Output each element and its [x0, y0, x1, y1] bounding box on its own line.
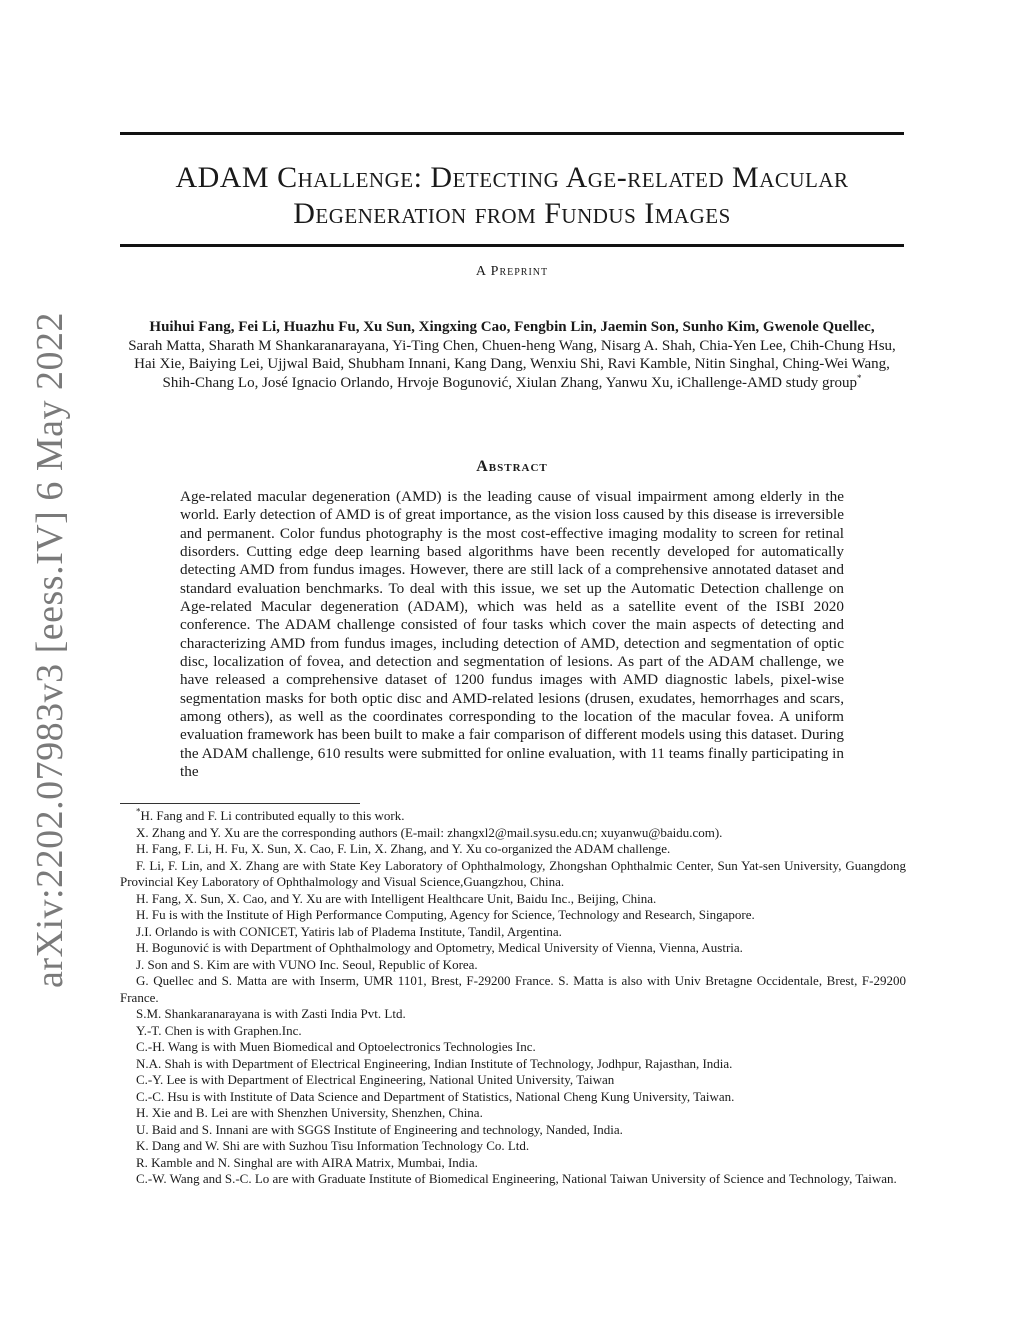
title-top-rule — [120, 132, 904, 135]
footnote-item — [120, 808, 906, 825]
equal-contribution-mark: * — [857, 372, 862, 383]
footnote-item: C.-Y. Lee is with Department of Electrical Engineering, National United University, Taiwan — [136, 1072, 615, 1087]
footnote-item: N.A. Shah is with Department of Electrical Engineering, Indian Institute of Technology, Jodhpur, Rajasthan, India. — [136, 1055, 733, 1071]
abstract-text: Age-related macular degeneration (AMD) is the leading cause of visual impairment among elderly in the world. Early detection of AMD is of great importance, as the vision loss caused by this disease is irreversible and permanent. Color fundus photography is the most cost-effective imaging modality to screen for retinal disorders. Cutting edge deep learning based algorithms have been recently developed for automatically detecting AMD from fundus images. However, there are still lack of a comprehensive annotated dataset and standard evaluation benchmarks. To deal with this issue, we set up the Automatic Detection challenge on Age-related Macular degeneration (ADAM), which was held as a satellite event of the ISBI 2020 conference. The ADAM challenge consisted of four tasks which cover the main aspects of detecting and characterizing AMD from fundus images, including detection of AMD, detection and segmentation of optic disc, localization of fovea, and detection and segmentation of lesions. As part of the ADAM challenge, we have released a comprehensive dataset of 1200 fundus images with AMD diagnostic labels, pixel-wise segmentation masks for both optic disc and AMD-related lesions (drusen, exudates, hemorrhages and scars, among others), as well as the coordinates corresponding to the location of the macular fovea. A uniform evaluation framework has been built to make a fair comparison of different models using this dataset. During the ADAM challenge, 610 results were submitted for online evaluation, with 11 teams finally participating in the — [180, 488, 844, 781]
footnote-item: C.-H. Wang is with Muen Biomedical and Optoelectronics Technologies Inc. — [136, 1039, 536, 1054]
author-line-2: Sarah Matta, Sharath M Shankaranarayana, Yi-Ting Chen, Chuen-heng Wang, Nisarg A. Shah, Chia-Yen Lee, Chih-Chung Hsu, — [128, 337, 896, 354]
footnote-item: C.-W. Wang and S.-C. Lo are with Graduate Institute of Biomedical Engineering, National Taiwan University of Science and Technology, Taiwan. — [136, 1171, 897, 1186]
author-line-3: Hai Xie, Baiying Lei, Ujjwal Baid, Shubham Innani, Kang Dang, Wenxiu Shi, Ravi Kamble, Nitin Singhal, Ching-Wei Wang, — [134, 356, 890, 372]
author-line-1: Huihui Fang, Fei Li, Huazhu Fu, Xu Sun, Xingxing Cao, Fengbin Lin, Jaemin Son, Sunho Kim, Gwenole Quellec, — [149, 319, 875, 335]
footnote-mark: * — [136, 806, 141, 817]
arxiv-identifier: arXiv:2202.07983v3 [eess.IV] 6 May 2022 — [29, 312, 71, 988]
paper-title — [120, 160, 904, 232]
footnote-item: H. Fang, X. Sun, X. Cao, and Y. Xu are with Intelligent Healthcare Unit, Baidu Inc., Beijing, China. — [136, 890, 657, 906]
footnote-item: H. Fang, F. Li, H. Fu, X. Sun, X. Cao, F. Lin, X. Zhang, and Y. Xu co-organized the ADAM challenge. — [136, 841, 671, 856]
author-line-4 — [120, 374, 904, 393]
footnote-item: F. Li, F. Lin, and X. Zhang are with State Key Laboratory of Ophthalmology, Zhongshan Ophthalmic Center, Sun Yat-sen University, Guangdong Provincial Key Laboratory of Ophthalmology and Visual Science,Guangzhou, China. — [120, 857, 906, 889]
abstract-heading: Abstract — [476, 458, 548, 475]
footnote-item: G. Quellec and S. Matta are with Inserm, UMR 1101, Brest, F-29200 France. S. Matta is also with Univ Bretagne Occidentale, Brest, F-29200 France. — [120, 973, 906, 1005]
footnote-item: H. Xie and B. Lei are with Shenzhen University, Shenzhen, China. — [136, 1105, 483, 1120]
footnote-item: H. Fu is with the Institute of High Performance Computing, Agency for Science, Technology and Research, Singapore. — [136, 907, 755, 922]
footnote-item: S.M. Shankaranarayana is with Zasti India Pvt. Ltd. — [136, 1006, 406, 1021]
title-bottom-rule — [120, 244, 904, 247]
author-line-4-text: Shih-Chang Lo, José Ignacio Orlando, Hrvoje Bogunović, Xiulan Zhang, Yanwu Xu, iChallenge-AMD study group — [162, 374, 857, 391]
footnote-item: Y.-T. Chen is with Graphen.Inc. — [136, 1022, 302, 1038]
title-line-1: ADAM Challenge: Detecting Age-related Macular — [175, 161, 849, 194]
footnote-item: H. Bogunović is with Department of Ophthalmology and Optometry, Medical University of Vienna, Vienna, Austria. — [136, 940, 743, 955]
title-line-2: Degeneration from Fundus Images — [293, 197, 731, 230]
footnote-item: J. Son and S. Kim are with VUNO Inc. Seoul, Republic of Korea. — [136, 956, 478, 972]
author-list — [120, 318, 904, 392]
preprint-label: A Preprint — [475, 264, 549, 279]
footnote-item: C.-C. Hsu is with Institute of Data Science and Department of Statistics, National Cheng Kung University, Taiwan. — [136, 1088, 735, 1104]
footnote-item: U. Baid and S. Innani are with SGGS Institute of Engineering and technology, Nanded, India. — [136, 1121, 623, 1137]
footnote-rule — [120, 803, 360, 804]
footnote-item: R. Kamble and N. Singhal are with AIRA Matrix, Mumbai, India. — [136, 1154, 478, 1170]
footnote-item: X. Zhang and Y. Xu are the corresponding authors (E-mail: zhangxl2@mail.sysu.edu.cn; xuyanwu@baidu.com). — [136, 824, 723, 840]
footnote-text: H. Fang and F. Li contributed equally to this work. — [140, 808, 405, 823]
footnote-item: K. Dang and W. Shi are with Suzhou Tisu Information Technology Co. Ltd. — [136, 1138, 530, 1153]
footnote-item: J.I. Orlando is with CONICET, Yatiris lab of Pladema Institute, Tandil, Argentina. — [136, 923, 562, 939]
footnotes — [120, 808, 906, 1188]
